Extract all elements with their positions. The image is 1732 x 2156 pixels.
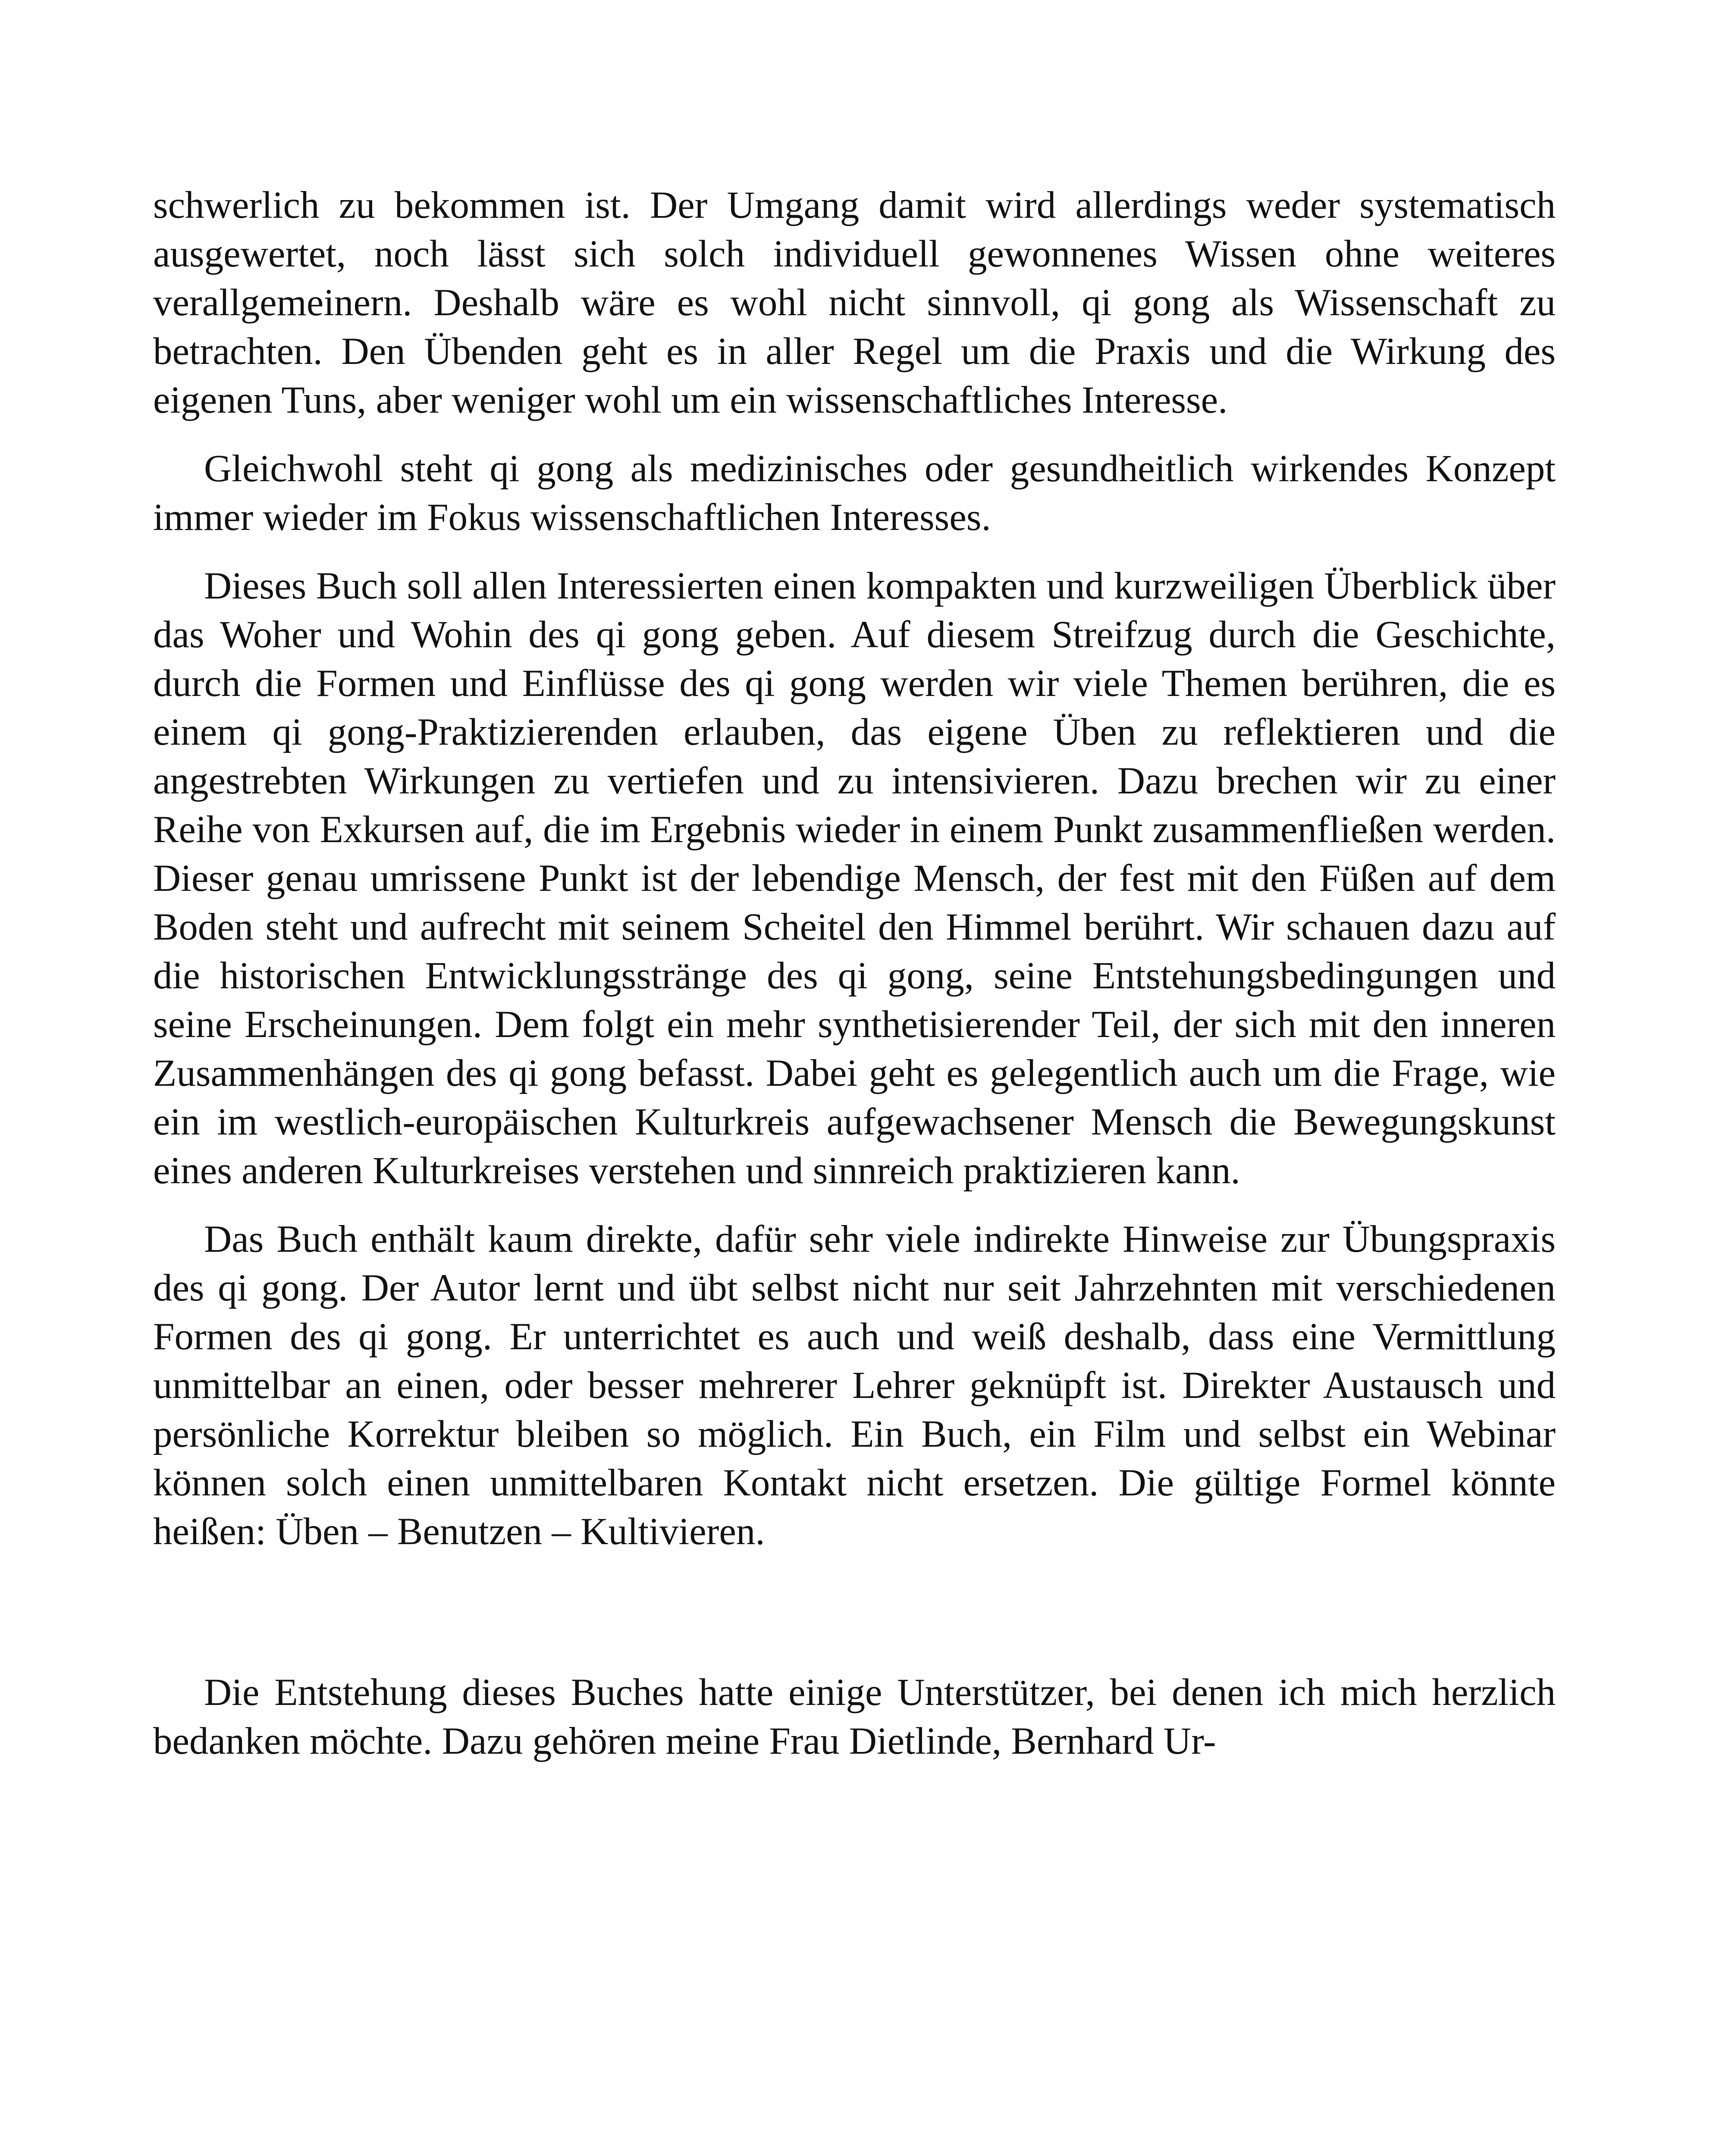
paragraph-2: Gleichwohl steht qi gong als medizinisches oder gesundheitlich wirkendes Konzept immer wieder im Fokus wissenschaftlichen Interesses. [153,448,1556,539]
paragraph-1: schwerlich zu bekommen ist. Der Umgang damit wird allerdings weder systematisch ausgewertet, noch lässt sich solch individuell gewonnenes Wissen ohne weiteres verallgemeinern. Deshalb wäre es wohl nicht sinnvoll, qi gong als Wissenschaft zu betrachten. Den Übenden geht es in aller Regel um die Praxis und die Wirkung des eigenen Tuns, aber weniger wohl um ein wissenschaftliches Interesse. [153,184,1556,421]
paragraph-4: Das Buch enthält kaum direkte, dafür sehr viele indirekte Hinweise zur Übungspraxis des qi gong. Der Autor lernt und übt selbst nicht nur seit Jahrzehnten mit verschiedenen Formen des qi gong. Er unterrichtet es auch und weiß deshalb, dass eine Vermittlung unmittelbar an einen, oder besser mehrerer Lehrer geknüpft ist. Direkter Austausch und persönliche Korrektur bleiben so möglich. Ein Buch, ein Film und selbst ein Webinar können solch einen unmittelbaren Kontakt nicht ersetzen. Die gültige Formel könnte heißen: Üben – Benutzen – Kultivieren. [153,1218,1556,1553]
paragraph-5: Die Entstehung dieses Buches hatte einige Unterstützer, bei denen ich mich herzlich bedanken möchte. Dazu gehören meine Frau Dietlinde, Bernhard Ur- [153,1671,1556,1762]
body-text [153,181,1556,1766]
paragraph-3: Dieses Buch soll allen Interessierten einen kompakten und kurzweiligen Überblick über das Woher und Wohin des qi gong geben. Auf diesem Streifzug durch die Geschichte, durch die Formen und Einflüsse des qi gong werden wir viele Themen berühren, die es einem qi gong-Praktizierenden erlauben, das eigene Üben zu reflektieren und die angestrebten Wirkungen zu vertiefen und zu intensivieren. Dazu brechen wir zu einer Reihe von Exkursen auf, die im Ergebnis wieder in einem Punkt zusammenfließen werden. Dieser genau umrissene Punkt ist der lebendige Mensch, der fest mit den Füßen auf dem Boden steht und aufrecht mit seinem Scheitel den Himmel berührt. Wir schauen dazu auf die historischen Entwicklungsstränge des qi gong, seine Entstehungsbedingungen und seine Erscheinungen. Dem folgt ein mehr synthetisierender Teil, der sich mit den inneren Zusammenhängen des qi gong befasst. Dabei geht es gelegentlich auch um die Frage, wie ein im westlich-europäischen Kulturkreis aufgewachsener Mensch die Bewegungskunst eines anderen Kulturkreises verstehen und sinnreich praktizieren kann. [153,565,1556,1192]
